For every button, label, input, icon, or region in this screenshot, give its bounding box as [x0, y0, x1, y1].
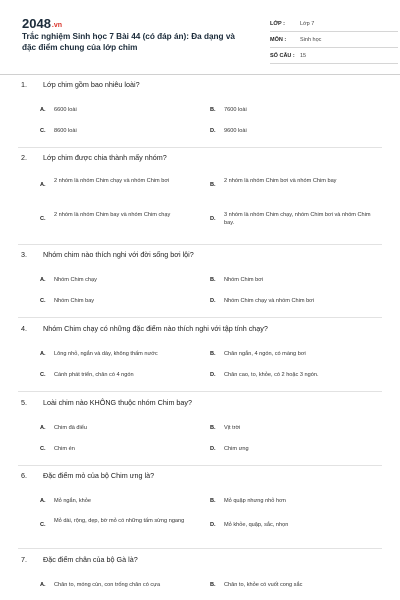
question-2 [18, 153, 382, 245]
question-divider [18, 244, 382, 245]
question-text: Nhóm Chim chạy có những đặc điểm nào thích nghi với tập tính chạy? [43, 324, 268, 333]
option-b[interactable]: B. Nhóm Chim bơi [210, 277, 264, 283]
question-divider [18, 391, 382, 392]
option-c[interactable]: C. Cánh phát triển, chân có 4 ngón [40, 372, 134, 378]
meta-info [270, 16, 398, 64]
meta-label: MÔN : [270, 36, 287, 43]
question-text: Đặc điểm mỏ của bộ Chim ưng là? [43, 471, 155, 480]
question-text: Đặc điểm chân của bộ Gà là? [43, 555, 138, 564]
site-logo[interactable] [22, 16, 62, 31]
question-4 [18, 324, 382, 394]
option-c[interactable]: C. Chim én [40, 446, 75, 452]
option-b[interactable]: B. 2 nhóm là nhóm Chim bơi và nhóm Chim bay [210, 178, 337, 188]
question-number: 2. [21, 153, 27, 162]
option-a[interactable]: A. Mỏ ngắn, khỏe [40, 498, 92, 504]
question-divider [18, 147, 382, 148]
meta-value: Lớp 7 [300, 20, 315, 27]
question-number: 6. [21, 471, 27, 480]
option-a[interactable]: A. 2 nhóm là nhóm Chim chạy và nhóm Chim bơi [40, 178, 170, 188]
option-a[interactable]: A. Lông nhỏ, ngắn và dày, không thấm nước [40, 351, 158, 357]
option-d[interactable]: D. Mỏ khỏe, quặp, sắc, nhọn [210, 522, 289, 528]
question-number: 4. [21, 324, 27, 333]
option-b[interactable]: B. 7600 loài [210, 107, 247, 113]
question-text: Nhóm chim nào thích nghi với đời sống bơi lội? [43, 250, 194, 259]
option-a[interactable]: A. 6600 loài [40, 107, 77, 113]
option-b[interactable]: B. Vịt trời [210, 425, 241, 431]
question-5 [18, 398, 382, 468]
option-a[interactable]: A. Chân to, móng cùn, con trống chân có cựa [40, 582, 161, 588]
question-7 [18, 555, 382, 600]
meta-row-class [270, 16, 398, 32]
option-a[interactable]: A. Chim đà điểu [40, 425, 87, 431]
option-c[interactable]: C. 8600 loài [40, 128, 77, 134]
option-d[interactable]: D. 9600 loài [210, 128, 247, 134]
question-1 [18, 80, 382, 150]
meta-label: SỐ CÂU : [270, 52, 295, 59]
option-d[interactable]: D. Chim ưng [210, 446, 249, 452]
question-text: Loài chim nào KHÔNG thuộc nhóm Chim bay? [43, 398, 193, 407]
option-b[interactable]: B. Chân to, khỏe có vuốt cong sắc [210, 582, 303, 588]
question-number: 3. [21, 250, 27, 259]
question-divider [18, 548, 382, 549]
option-b[interactable]: B. Chân ngắn, 4 ngón, có màng bơi [210, 351, 306, 357]
option-c[interactable]: C. 2 nhóm là nhóm Chim bay và nhóm Chim chạy [40, 212, 171, 222]
header-divider [0, 74, 400, 75]
option-d[interactable]: D. 3 nhóm là nhóm Chim chạy, nhóm Chim bơi và nhóm Chim bay. [210, 212, 371, 227]
meta-value: 15 [300, 52, 307, 59]
option-b[interactable]: B. Mỏ quặp nhưng nhỏ hơn [210, 498, 286, 504]
question-number: 1. [21, 80, 27, 89]
logo-number: 2048 [22, 16, 51, 31]
document-header [18, 8, 382, 72]
question-divider [18, 317, 382, 318]
meta-row-count [270, 48, 398, 64]
option-a[interactable]: A. Nhóm Chim chạy [40, 277, 97, 283]
option-d[interactable]: D. Chân cao, to, khỏe, có 2 hoặc 3 ngón. [210, 372, 319, 378]
meta-label: LỚP : [270, 20, 285, 27]
question-text: Lớp chim được chia thành mấy nhóm? [43, 153, 167, 162]
question-text: Lớp chim gồm bao nhiêu loài? [43, 80, 140, 89]
meta-value: Sinh học [300, 36, 322, 43]
meta-row-subject [270, 32, 398, 48]
option-c[interactable]: C. Nhóm Chim bay [40, 298, 95, 304]
document-title: Trắc nghiệm Sinh học 7 Bài 44 (có đáp án): Đa dạng và đặc điểm chung của lớp chim [22, 32, 235, 52]
question-3 [18, 250, 382, 320]
question-divider [18, 465, 382, 466]
logo-suffix: .vn [51, 22, 63, 29]
option-d[interactable]: D. Nhóm Chim chạy và nhóm Chim bơi [210, 298, 315, 304]
option-c[interactable]: C. Mỏ dài, rộng, dẹp, bờ mỏ có những tấm sừng ngang [40, 518, 185, 528]
question-number: 7. [21, 555, 27, 564]
question-6 [18, 471, 382, 551]
question-number: 5. [21, 398, 27, 407]
